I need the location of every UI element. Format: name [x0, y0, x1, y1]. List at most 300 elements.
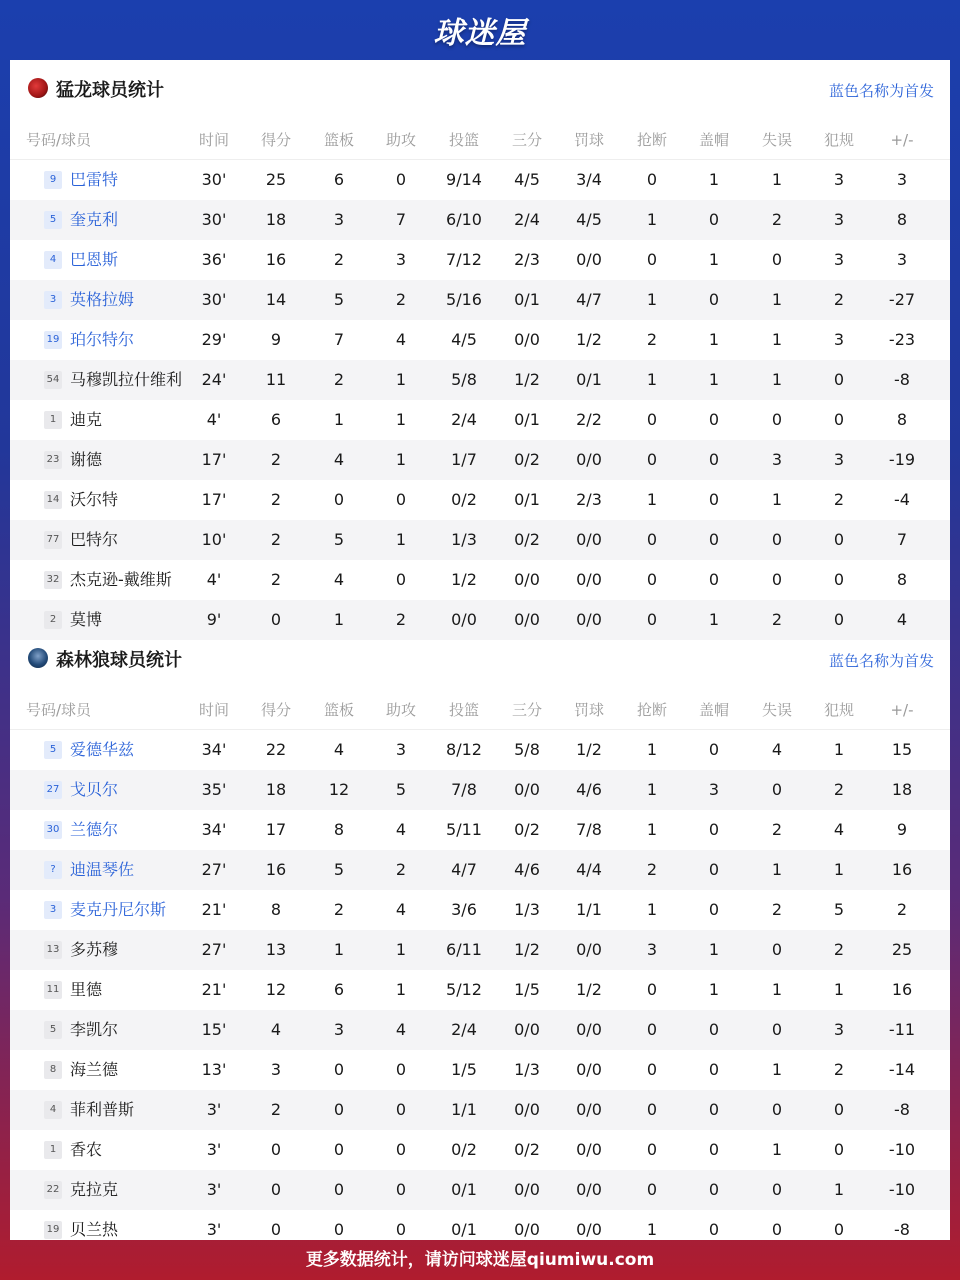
stat-fouls: 0: [833, 570, 845, 589]
stat-turnovers: 1: [771, 1060, 783, 1079]
player-name[interactable]: 迪温琴佐: [70, 860, 135, 879]
stat-fg: 6/10: [446, 210, 482, 229]
player-name[interactable]: 麦克丹尼尔斯: [70, 900, 167, 919]
column-header-three-pt: 三分: [511, 131, 542, 149]
column-header-turnovers: 失误: [761, 701, 792, 719]
table-row[interactable]: [10, 560, 950, 600]
stat-minutes: 3': [206, 1180, 222, 1199]
stat-plus-minus: 16: [891, 980, 913, 999]
jersey-number: 11: [44, 981, 62, 999]
table-row[interactable]: [10, 970, 950, 1010]
stat-ft: 0/0: [576, 1060, 602, 1079]
stat-assists: 3: [395, 250, 407, 269]
stat-minutes: 30': [201, 170, 227, 189]
stat-rebounds: 3: [333, 1020, 345, 1039]
column-header-fouls: 犯规: [823, 701, 854, 719]
stat-fg: 9/14: [446, 170, 482, 189]
stat-fg: 5/12: [446, 980, 482, 999]
stat-minutes: 30': [201, 290, 227, 309]
stat-fouls: 0: [833, 1100, 845, 1119]
stat-steals: 0: [646, 410, 658, 429]
stat-ft: 0/0: [576, 250, 602, 269]
stat-rebounds: 2: [333, 370, 345, 389]
player-name[interactable]: 沃尔特: [70, 490, 119, 509]
stat-rebounds: 4: [333, 570, 345, 589]
stat-three-pt: 0/0: [514, 1020, 540, 1039]
jersey-number: 54: [44, 371, 62, 389]
stat-rebounds: 1: [333, 940, 345, 959]
jersey-number: 2: [44, 611, 62, 629]
stat-turnovers: 1: [771, 980, 783, 999]
stat-ft: 1/2: [576, 980, 602, 999]
stat-points: 2: [270, 530, 282, 549]
jersey-number: 14: [44, 491, 62, 509]
stat-ft: 7/8: [576, 820, 602, 839]
player-cell: [26, 930, 206, 970]
stat-turnovers: 2: [771, 820, 783, 839]
stat-fouls: 0: [833, 1140, 845, 1159]
jersey-number: ?: [44, 861, 62, 879]
column-header-blocks: 盖帽: [698, 131, 729, 149]
player-cell: [26, 770, 206, 810]
player-cell: [26, 440, 206, 480]
player-cell: [26, 1010, 206, 1050]
starter-legend: 蓝色名称为首发: [828, 82, 934, 100]
player-name[interactable]: 巴雷特: [70, 170, 119, 189]
stat-rebounds: 0: [333, 1140, 345, 1159]
stat-blocks: 0: [708, 410, 720, 429]
player-name[interactable]: 巴恩斯: [70, 250, 119, 269]
stat-blocks: 0: [708, 450, 720, 469]
jersey-number: 5: [44, 741, 62, 759]
stat-three-pt: 0/2: [514, 820, 540, 839]
player-table: [10, 120, 950, 640]
team-section-raptors: [10, 60, 950, 640]
player-name[interactable]: 巴特尔: [70, 530, 119, 549]
stat-plus-minus: 4: [896, 610, 908, 629]
stat-blocks: 0: [708, 530, 720, 549]
stat-fg: 1/5: [451, 1060, 477, 1079]
table-row[interactable]: [10, 730, 950, 770]
stat-three-pt: 2/3: [514, 250, 540, 269]
player-name[interactable]: 珀尔特尔: [70, 330, 135, 349]
stat-steals: 1: [646, 820, 658, 839]
stat-ft: 3/4: [576, 170, 602, 189]
stat-ft: 4/4: [576, 860, 602, 879]
stat-fg: 3/6: [451, 900, 477, 919]
stat-plus-minus: -27: [888, 290, 916, 309]
column-header-player: 号码/球员: [26, 701, 92, 719]
stat-points: 2: [270, 570, 282, 589]
stat-steals: 0: [646, 1180, 658, 1199]
stat-fg: 0/2: [451, 490, 477, 509]
stat-fg: 2/4: [451, 1020, 477, 1039]
stat-assists: 1: [395, 410, 407, 429]
jersey-number: 5: [44, 1021, 62, 1039]
stat-rebounds: 3: [333, 210, 345, 229]
table-row[interactable]: [10, 1090, 950, 1130]
stat-minutes: 36': [201, 250, 227, 269]
stat-blocks: 0: [708, 820, 720, 839]
player-cell: [26, 810, 206, 850]
stat-blocks: 1: [708, 250, 720, 269]
column-header-points: 得分: [260, 701, 291, 719]
table-row[interactable]: [10, 930, 950, 970]
stat-ft: 0/0: [576, 610, 602, 629]
player-cell: [26, 730, 206, 770]
stat-fg: 1/1: [451, 1100, 477, 1119]
table-row[interactable]: [10, 1050, 950, 1090]
column-header-plus-minus: +/-: [890, 701, 914, 719]
stat-steals: 0: [646, 980, 658, 999]
top-header: [0, 0, 960, 60]
stat-rebounds: 0: [333, 1180, 345, 1199]
stat-points: 2: [270, 450, 282, 469]
stat-fg: 8/12: [446, 740, 482, 759]
stat-ft: 4/6: [576, 780, 602, 799]
stat-turnovers: 0: [771, 1180, 783, 1199]
stat-fg: 5/16: [446, 290, 482, 309]
player-name[interactable]: 海兰德: [70, 1060, 119, 1079]
stat-turnovers: 1: [771, 290, 783, 309]
table-row[interactable]: [10, 850, 950, 890]
stat-minutes: 34': [201, 820, 227, 839]
table-row[interactable]: [10, 480, 950, 520]
stat-fouls: 1: [833, 860, 845, 879]
jersey-number: 3: [44, 901, 62, 919]
stat-minutes: 13': [201, 1060, 227, 1079]
stat-blocks: 1: [708, 330, 720, 349]
stat-rebounds: 1: [333, 410, 345, 429]
stat-points: 14: [265, 290, 287, 309]
jersey-number: 1: [44, 411, 62, 429]
stat-three-pt: 0/2: [514, 530, 540, 549]
jersey-number: 22: [44, 1181, 62, 1199]
starter-legend: 蓝色名称为首发: [828, 652, 934, 670]
column-header-ft: 罚球: [573, 131, 604, 149]
player-name[interactable]: 莫博: [70, 610, 103, 629]
stat-steals: 1: [646, 290, 658, 309]
player-cell: [26, 1090, 206, 1130]
jersey-number: 30: [44, 821, 62, 839]
section-header: [10, 60, 950, 120]
jersey-number: 19: [44, 331, 62, 349]
stat-ft: 1/1: [576, 900, 602, 919]
player-cell: [26, 890, 206, 930]
stat-ft: 0/0: [576, 1020, 602, 1039]
stat-plus-minus: 2: [896, 900, 908, 919]
jersey-number: 77: [44, 531, 62, 549]
stat-points: 6: [270, 410, 282, 429]
column-header-points: 得分: [260, 131, 291, 149]
stat-steals: 0: [646, 1100, 658, 1119]
player-cell: [26, 400, 206, 440]
table-row[interactable]: [10, 810, 950, 850]
stat-ft: 0/0: [576, 1180, 602, 1199]
stat-steals: 1: [646, 210, 658, 229]
stat-fg: 0/2: [451, 1140, 477, 1159]
stat-turnovers: 1: [771, 370, 783, 389]
stat-points: 9: [270, 330, 282, 349]
table-row[interactable]: [10, 440, 950, 480]
stat-ft: 0/0: [576, 1140, 602, 1159]
stat-three-pt: 2/4: [514, 210, 540, 229]
column-header-fg: 投篮: [448, 701, 479, 719]
stat-minutes: 21': [201, 980, 227, 999]
column-header-plus-minus: +/-: [890, 131, 914, 149]
player-name[interactable]: 杰克逊-戴维斯: [70, 570, 172, 589]
stat-three-pt: 0/0: [514, 1180, 540, 1199]
table-row[interactable]: [10, 360, 950, 400]
stat-assists: 1: [395, 370, 407, 389]
player-name[interactable]: 菲利普斯: [70, 1100, 135, 1119]
player-cell: [26, 1050, 206, 1090]
stat-points: 3: [270, 1060, 282, 1079]
stat-plus-minus: 18: [891, 780, 913, 799]
player-cell: [26, 970, 206, 1010]
stat-rebounds: 0: [333, 1060, 345, 1079]
player-cell: [26, 1170, 206, 1210]
stat-three-pt: 0/0: [514, 1100, 540, 1119]
stat-turnovers: 0: [771, 1100, 783, 1119]
stat-steals: 3: [646, 940, 658, 959]
stat-fouls: 0: [833, 1220, 845, 1239]
stat-minutes: 24': [201, 370, 227, 389]
player-name[interactable]: 克拉克: [70, 1180, 119, 1199]
player-name[interactable]: 戈贝尔: [70, 780, 119, 799]
stat-rebounds: 1: [333, 610, 345, 629]
stat-ft: 4/5: [576, 210, 602, 229]
stat-steals: 0: [646, 450, 658, 469]
jersey-number: 1: [44, 1141, 62, 1159]
table-row[interactable]: [10, 1010, 950, 1050]
stat-blocks: 1: [708, 980, 720, 999]
stat-three-pt: 0/2: [514, 1140, 540, 1159]
jersey-number: 27: [44, 781, 62, 799]
table-row[interactable]: [10, 400, 950, 440]
table-row[interactable]: [10, 1170, 950, 1210]
stat-three-pt: 1/3: [514, 900, 540, 919]
stat-turnovers: 0: [771, 940, 783, 959]
stat-minutes: 29': [201, 330, 227, 349]
stat-plus-minus: 25: [891, 940, 913, 959]
stat-assists: 0: [395, 490, 407, 509]
player-name[interactable]: 多苏穆: [70, 940, 119, 959]
stat-assists: 0: [395, 570, 407, 589]
stat-three-pt: 0/0: [514, 330, 540, 349]
table-row[interactable]: [10, 240, 950, 280]
stat-three-pt: 0/0: [514, 570, 540, 589]
stat-fouls: 2: [833, 780, 845, 799]
stat-ft: 4/7: [576, 290, 602, 309]
player-name[interactable]: 贝兰热: [70, 1220, 119, 1239]
stat-fg: 1/7: [451, 450, 477, 469]
player-cell: [26, 320, 206, 360]
player-name[interactable]: 里德: [70, 980, 103, 999]
player-name[interactable]: 马穆凯拉什维利: [70, 370, 183, 389]
table-row[interactable]: [10, 890, 950, 930]
stat-blocks: 0: [708, 290, 720, 309]
stat-points: 17: [265, 820, 287, 839]
table-row[interactable]: [10, 520, 950, 560]
stat-points: 13: [265, 940, 287, 959]
timberwolves-logo-icon: [28, 648, 48, 668]
player-name[interactable]: 香农: [70, 1140, 103, 1159]
stat-assists: 1: [395, 450, 407, 469]
stat-minutes: 4': [206, 570, 222, 589]
stat-blocks: 0: [708, 1020, 720, 1039]
stat-turnovers: 2: [771, 210, 783, 229]
stats-panel: [10, 60, 950, 1240]
column-header-rebounds: 篮板: [323, 131, 354, 149]
player-name[interactable]: 谢德: [70, 450, 103, 469]
stat-steals: 0: [646, 530, 658, 549]
stat-fg: 6/11: [446, 940, 482, 959]
stat-minutes: 17': [201, 450, 227, 469]
stat-turnovers: 2: [771, 610, 783, 629]
player-name[interactable]: 李凯尔: [70, 1020, 119, 1039]
stat-ft: 2/3: [576, 490, 602, 509]
stat-fg: 4/7: [451, 860, 477, 879]
stat-steals: 1: [646, 740, 658, 759]
stat-steals: 1: [646, 370, 658, 389]
stat-plus-minus: 8: [896, 570, 908, 589]
table-row[interactable]: [10, 770, 950, 810]
stat-blocks: 0: [708, 210, 720, 229]
stat-blocks: 3: [708, 780, 720, 799]
column-header-turnovers: 失误: [761, 131, 792, 149]
stat-points: 0: [270, 1220, 282, 1239]
stat-plus-minus: -23: [888, 330, 916, 349]
stat-steals: 2: [646, 860, 658, 879]
stat-blocks: 0: [708, 740, 720, 759]
stat-rebounds: 0: [333, 1220, 345, 1239]
stat-blocks: 1: [708, 370, 720, 389]
jersey-number: 9: [44, 171, 62, 189]
stat-minutes: 15': [201, 1020, 227, 1039]
stat-plus-minus: -10: [888, 1180, 916, 1199]
column-header-assists: 助攻: [385, 701, 416, 719]
stat-fg: 0/1: [451, 1220, 477, 1239]
player-name[interactable]: 兰德尔: [70, 820, 119, 839]
column-header-assists: 助攻: [385, 131, 416, 149]
stat-fouls: 3: [833, 1020, 845, 1039]
player-name[interactable]: 迪克: [70, 410, 103, 429]
stat-three-pt: 0/0: [514, 1220, 540, 1239]
stat-plus-minus: -10: [888, 1140, 916, 1159]
stat-three-pt: 0/1: [514, 290, 540, 309]
stat-steals: 0: [646, 1060, 658, 1079]
stat-points: 16: [265, 860, 287, 879]
jersey-number: 23: [44, 451, 62, 469]
stat-fg: 5/8: [451, 370, 477, 389]
stat-steals: 0: [646, 570, 658, 589]
stat-turnovers: 4: [771, 740, 783, 759]
stat-blocks: 0: [708, 1100, 720, 1119]
stat-assists: 0: [395, 1180, 407, 1199]
stat-turnovers: 3: [771, 450, 783, 469]
stat-three-pt: 1/2: [514, 370, 540, 389]
table-row[interactable]: [10, 280, 950, 320]
stat-three-pt: 0/2: [514, 450, 540, 469]
footer-banner[interactable]: 更多数据统计，请访问球迷屋qiumiwu.com: [305, 1250, 655, 1270]
stat-fg: 0/1: [451, 1180, 477, 1199]
stat-fouls: 2: [833, 290, 845, 309]
stat-rebounds: 7: [333, 330, 345, 349]
stat-fouls: 2: [833, 940, 845, 959]
stat-assists: 2: [395, 290, 407, 309]
stat-points: 12: [265, 980, 287, 999]
stat-assists: 0: [395, 1140, 407, 1159]
player-cell: [26, 560, 206, 600]
table-row[interactable]: [10, 1130, 950, 1170]
player-name[interactable]: 爱德华兹: [70, 740, 135, 759]
player-name[interactable]: 英格拉姆: [70, 290, 135, 309]
stat-minutes: 3': [206, 1100, 222, 1119]
stat-blocks: 0: [708, 570, 720, 589]
stat-fouls: 3: [833, 450, 845, 469]
table-row[interactable]: [10, 160, 950, 200]
stat-three-pt: 0/0: [514, 780, 540, 799]
stat-minutes: 17': [201, 490, 227, 509]
stat-ft: 0/0: [576, 530, 602, 549]
stat-rebounds: 4: [333, 740, 345, 759]
table-row[interactable]: [10, 200, 950, 240]
stat-three-pt: 1/5: [514, 980, 540, 999]
stat-fg: 1/3: [451, 530, 477, 549]
stat-assists: 4: [395, 330, 407, 349]
stat-steals: 2: [646, 330, 658, 349]
stat-minutes: 4': [206, 410, 222, 429]
stat-rebounds: 2: [333, 250, 345, 269]
stat-rebounds: 0: [333, 1100, 345, 1119]
stat-assists: 0: [395, 1100, 407, 1119]
stat-minutes: 10': [201, 530, 227, 549]
stat-fouls: 1: [833, 740, 845, 759]
stat-steals: 0: [646, 1020, 658, 1039]
stat-minutes: 9': [206, 610, 222, 629]
stat-rebounds: 6: [333, 980, 345, 999]
table-row[interactable]: [10, 320, 950, 360]
player-cell: [26, 160, 206, 200]
stat-rebounds: 8: [333, 820, 345, 839]
stat-plus-minus: -14: [888, 1060, 916, 1079]
column-header-steals: 抢断: [636, 701, 667, 719]
player-name[interactable]: 奎克利: [70, 210, 119, 229]
stat-points: 22: [265, 740, 287, 759]
stat-turnovers: 1: [771, 860, 783, 879]
stat-ft: 0/0: [576, 940, 602, 959]
team-section-timberwolves: [10, 630, 950, 1250]
stat-points: 25: [265, 170, 287, 189]
stat-assists: 4: [395, 820, 407, 839]
stat-points: 0: [270, 1180, 282, 1199]
column-header-rebounds: 篮板: [323, 701, 354, 719]
stat-ft: 0/0: [576, 450, 602, 469]
stat-ft: 0/0: [576, 1100, 602, 1119]
stat-blocks: 1: [708, 610, 720, 629]
stat-fg: 4/5: [451, 330, 477, 349]
stat-turnovers: 0: [771, 250, 783, 269]
stat-plus-minus: 16: [891, 860, 913, 879]
column-header-player: 号码/球员: [26, 131, 92, 149]
stat-rebounds: 6: [333, 170, 345, 189]
stat-blocks: 0: [708, 1220, 720, 1239]
stat-fouls: 2: [833, 1060, 845, 1079]
stat-assists: 1: [395, 940, 407, 959]
stat-three-pt: 0/1: [514, 490, 540, 509]
stat-points: 8: [270, 900, 282, 919]
